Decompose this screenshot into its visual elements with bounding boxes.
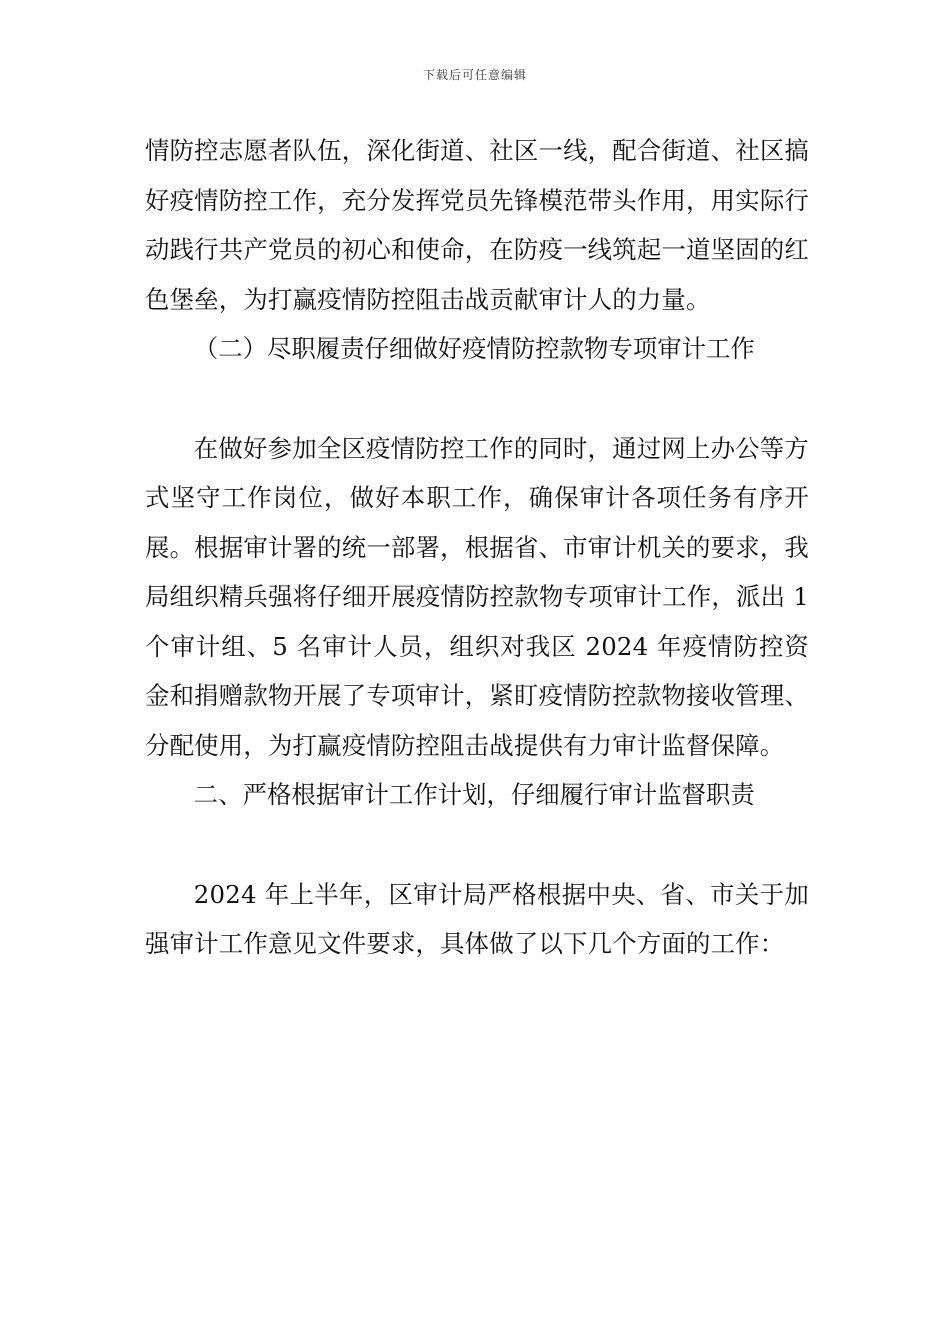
paragraph-first-half-work: 2024 年上半年，区审计局严格根据中央、省、市关于加强审计工作意见文件要求，具体做了以下几个方面的工作： bbox=[145, 879, 809, 958]
document-body bbox=[145, 126, 809, 969]
page-header-note: 下载后可任意编辑 bbox=[422, 68, 527, 82]
paragraph-volunteer-team: 情防控志愿者队伍，深化街道、社区一线，配合街道、社区搞好疫情防控工作，充分发挥党员先锋模范带头作用，用实际行动践行共产党员的初心和使命，在防疫一线筑起一道坚固的红色堡垒，为打赢疫情防控阻击战贡献审计人的力量。 bbox=[145, 136, 809, 314]
section-heading-special-audit: （二）尽职履责仔细做好疫情防控款物专项审计工作 bbox=[193, 334, 755, 363]
paragraph-special-audit: 在做好参加全区疫情防控工作的同时，通过网上办公等方式坚守工作岗位，做好本职工作，确保审计各项任务有序开展。根据审计署的统一部署，根据省、市审计机关的要求，我局组织精兵强将仔细开展疫情防控款物专项审计工作，派出 1 个审计组、5 名审计人员，组织对我区 2024 年疫情防控资金和捐赠款物开展了专项审计，紧盯疫情防控款物接收管理、分配使用，为打赢疫情防控阻击战提供有力审计监督保障。 bbox=[145, 433, 809, 760]
section-heading-audit-plan: 二、严格根据审计工作计划，仔细履行审计监督职责 bbox=[193, 780, 755, 809]
